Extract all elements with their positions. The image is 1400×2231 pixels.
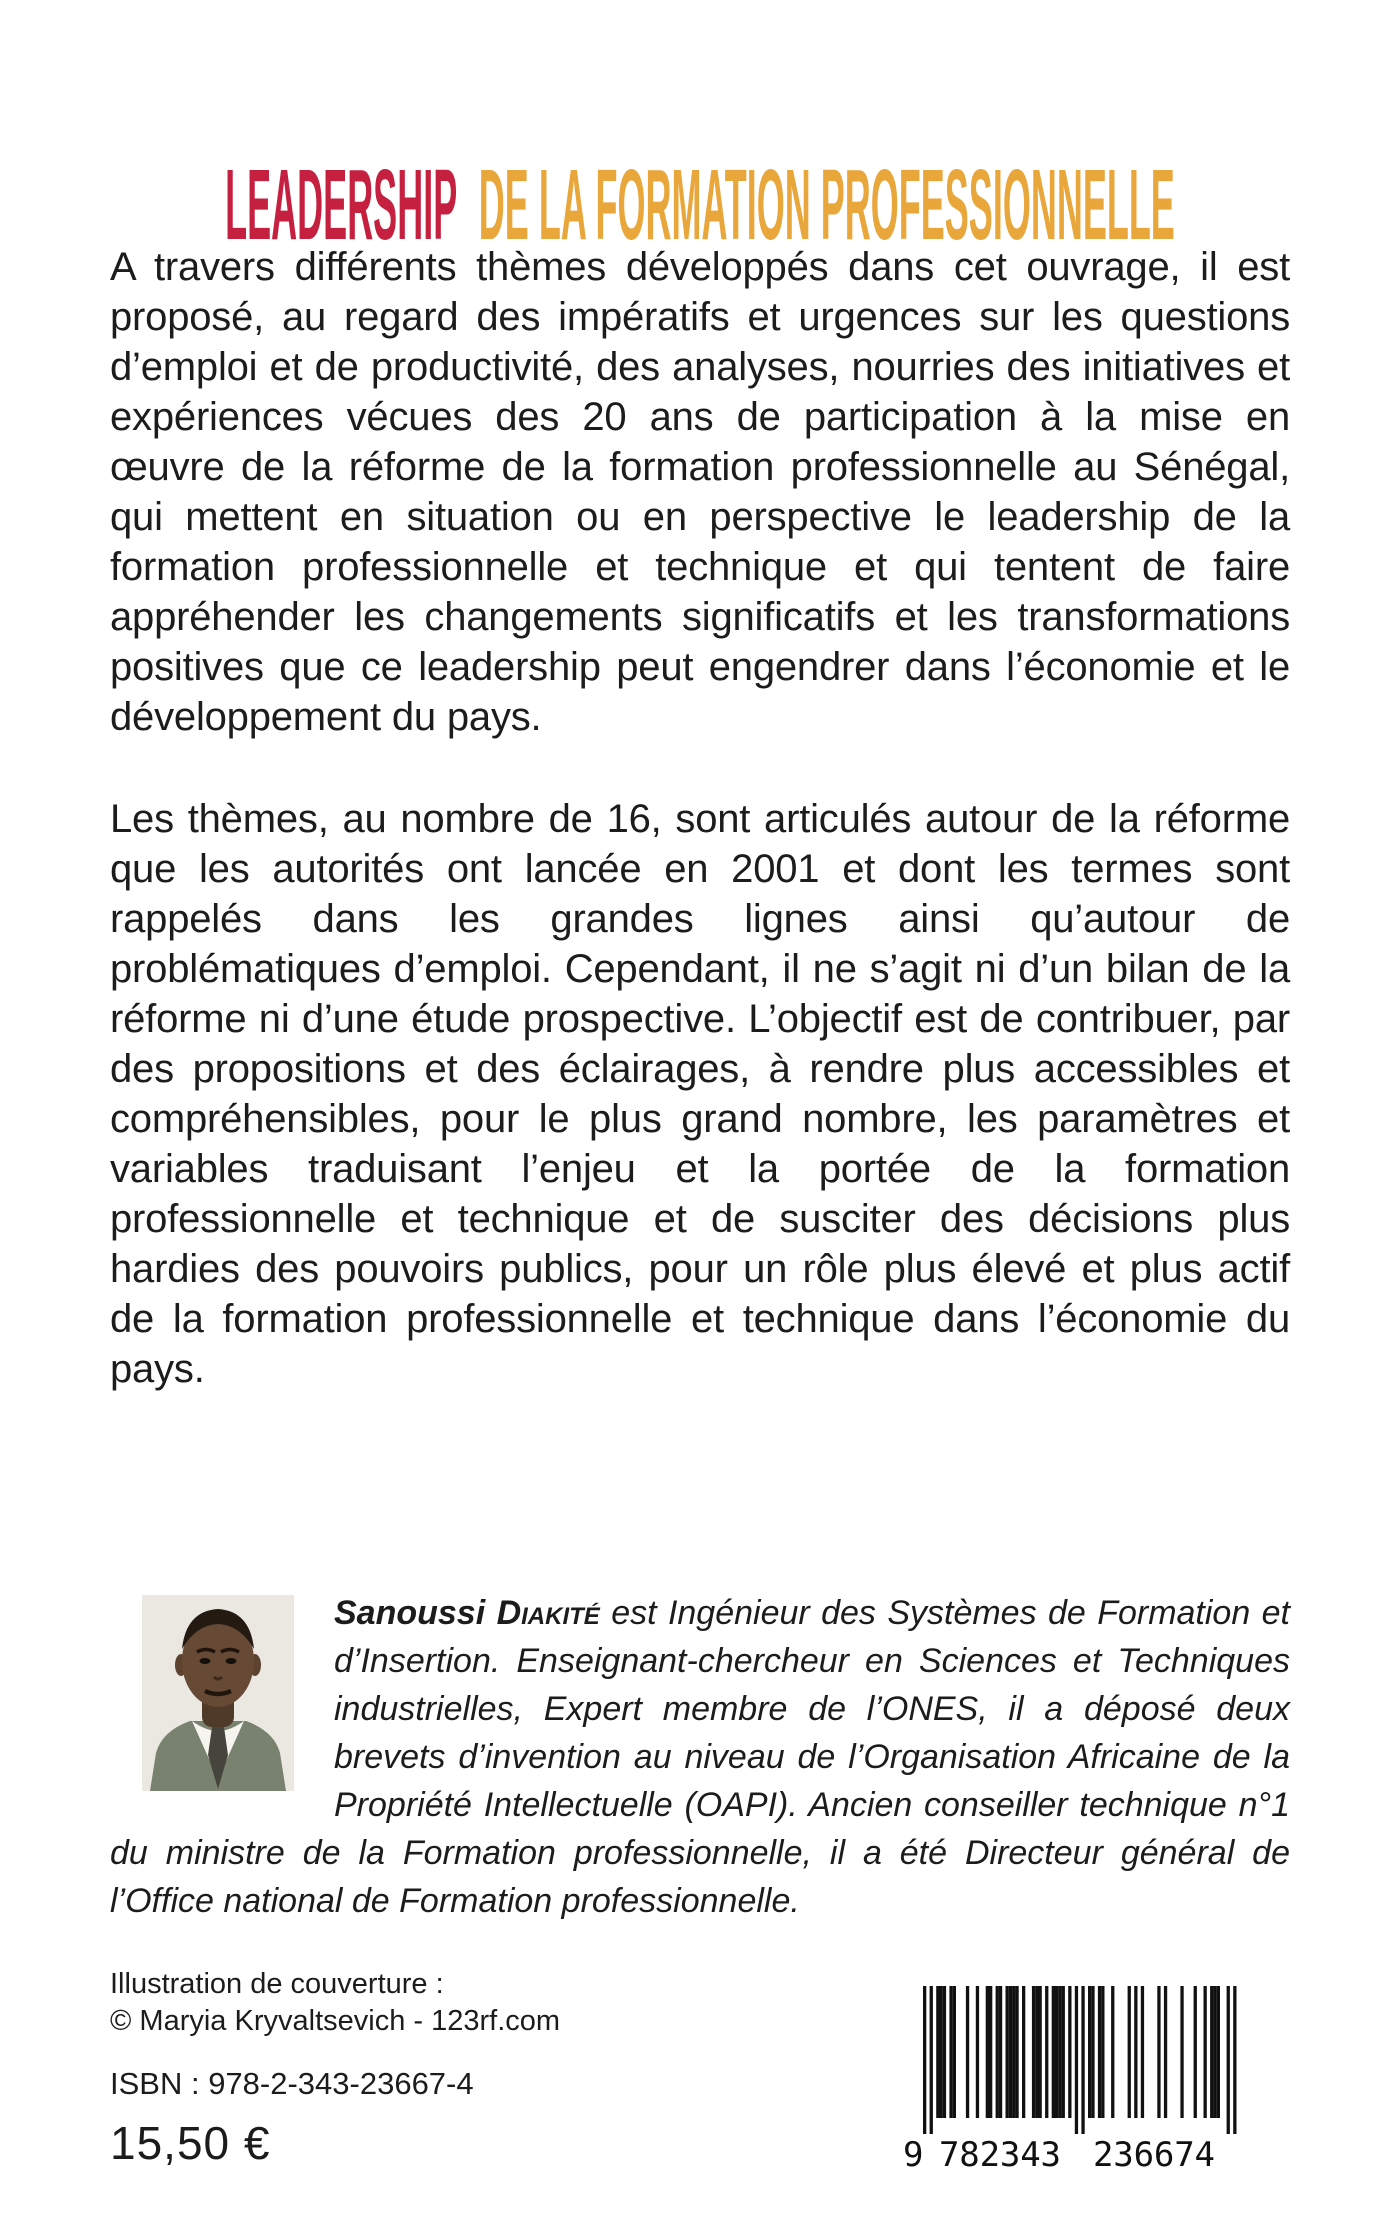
author-name-last: Diakité <box>496 1594 600 1632</box>
credit-line-1: Illustration de couverture : <box>110 1968 444 2000</box>
barcode-digits-left: 782343 <box>939 2135 1061 2174</box>
synopsis-paragraph-2: Les thèmes, au nombre de 16, sont articulés autour de la réforme que les autorités ont lancée en 2001 et dont les termes sont rappelés dans les grandes lignes ainsi qu’autour de problématiques d’emploi. Cependant, il ne s’agit ni d’un bilan de la réforme ni d’une étude prospective. L’objectif est de contribuer, par des propositions et des éclairages, à rendre plus accessibles et compréhensibles, pour le plus grand nombre, les paramètres et variables traduisant l’enjeu et la portée de la formation professionnelle et technique et de susciter des décisions plus hardies des pouvoirs publics, pour un rôle plus élevé et plus actif de la formation professionnelle et technique dans l’économie du pays. <box>110 797 1290 1391</box>
title-rest: DE LA FORMATION PROFESSIONNELLE <box>478 149 1175 261</box>
credit-line-2: © Maryia Kryvaltsevich - 123rf.com <box>110 2005 561 2037</box>
title-lead: LEADERSHIP <box>225 149 458 261</box>
barcode-svg <box>903 1986 1237 2174</box>
author-name-first: Sanoussi <box>334 1594 497 1632</box>
barcode-digits-right: 236674 <box>1093 2135 1215 2174</box>
author-bio <box>110 1589 1290 1925</box>
page-title <box>225 149 1175 261</box>
synopsis-paragraph-1: A travers différents thèmes développés dans cet ouvrage, il est proposé, au regard des impératifs et urgences sur les questions d’emploi et de productivité, des analyses, nourries des initiatives et expériences vécues des 20 ans de participation à la mise en œuvre de la réforme de la formation professionnelle au Sénégal, qui mettent en situation ou en perspective le leadership de la formation professionnelle et technique et qui tentent de faire appréhender les changements significatifs et les transformations positives que ce leadership peut engendrer dans l’économie et le développement du pays. <box>110 245 1290 739</box>
isbn-label: ISBN : 978-2-343-23667-4 <box>110 2066 474 2101</box>
author-portrait-illustration <box>142 1595 294 1791</box>
barcode-digit-first: 9 <box>903 2135 924 2174</box>
author-photo <box>142 1595 294 1791</box>
author-bio-text: est Ingénieur des Systèmes de Formation et d’Insertion. Enseignant-chercheur en Sciences et Techniques industrielles, Expert membre de l’ONES, il a déposé deux brevets d’invention au niveau de l’Organisation Africaine de la Propriété Intellectuelle (OAPI). Ancien conseiller technique n°1 du ministre de la Formation professionnelle, il a été Directeur général de l’Office national de Formation professionnelle. <box>110 1594 1290 1920</box>
barcode <box>903 1986 1237 2179</box>
price-label: 15,50 € <box>110 2117 271 2169</box>
cover-illustration-credit <box>110 1966 560 2040</box>
